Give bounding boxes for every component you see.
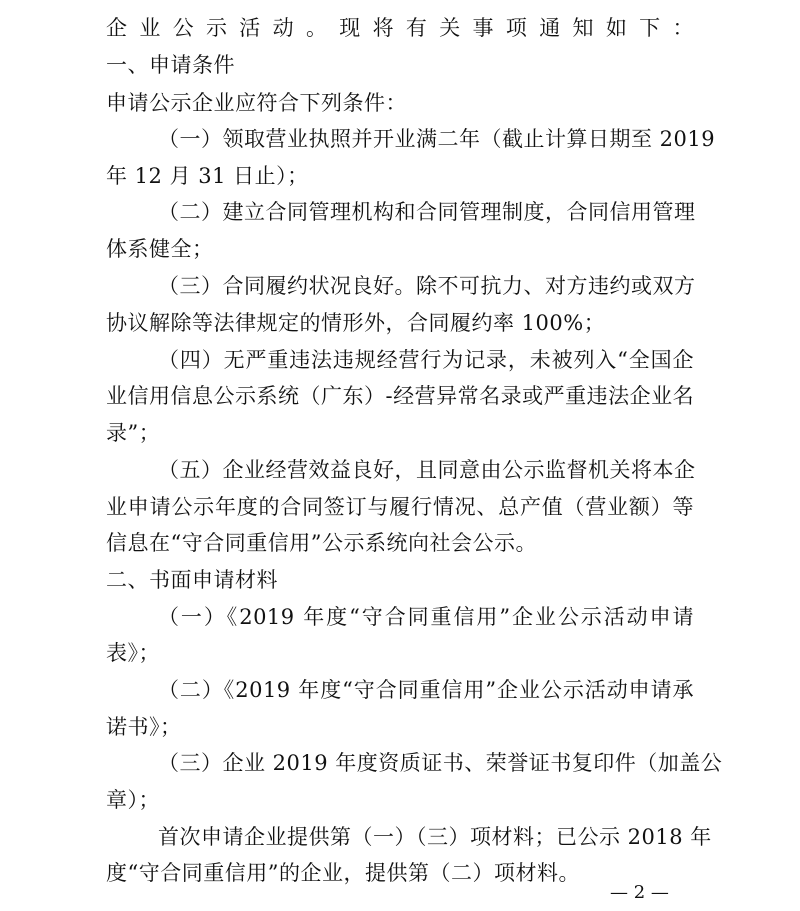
condition-1-line-2: 年 12 月 31 日止）； [106, 164, 309, 188]
condition-4-line-3: 录”； [106, 421, 161, 445]
section-heading-2: 二、书面申请材料 [106, 568, 278, 592]
text-line-3: 申请公示企业应符合下列条件： [106, 91, 407, 115]
condition-2-line-2: 体系健全； [106, 237, 214, 261]
material-1-line-2: 表》； [106, 641, 160, 665]
material-2-line-2: 诺书》； [106, 715, 182, 739]
condition-3-line-1: （三）合同履约状况良好。除不可抗力、对方违约或双方 [158, 274, 696, 298]
page-number: — 2 — [610, 882, 669, 903]
materials-note-line-1: 首次申请企业提供第（一）（三）项材料；已公示 2018 年 [158, 825, 712, 849]
material-2-line-1: （二）《2019 年度“守合同重信用”企业公示活动申请承 [158, 678, 694, 702]
condition-4-line-2: 业信用信息公示系统（广东）-经营异常名录或严重违法企业名 [106, 384, 695, 408]
condition-3-line-2: 协议解除等法律规定的情形外，合同履约率 100%； [106, 311, 606, 335]
section-heading-1: 一、申请条件 [106, 53, 235, 77]
text-line-1: 企业公示活动。现将有关事项通知如下： [106, 16, 694, 40]
materials-note-line-2: 度“守合同重信用”的企业，提供第（二）项材料。 [106, 861, 580, 885]
material-3-line-2: 章）； [106, 788, 160, 812]
condition-4-line-1: （四）无严重违法违规经营行为记录，未被列入“全国企 [158, 348, 694, 372]
condition-5-line-1: （五）企业经营效益良好，且同意由公示监督机关将本企 [158, 458, 696, 482]
material-3-line-1: （三）企业 2019 年度资质证书、荣誉证书复印件（加盖公 [158, 751, 723, 775]
condition-5-line-2: 业申请公示年度的合同签订与履行情况、总产值（营业额）等 [106, 495, 694, 519]
material-1-line-1: （一）《2019 年度“守合同重信用”企业公示活动申请 [158, 605, 694, 629]
condition-1-line-1: （一）领取营业执照并开业满二年（截止计算日期至 2019 [158, 127, 716, 151]
condition-5-line-3: 信息在“守合同重信用”公示系统向社会公示。 [106, 531, 537, 555]
condition-2-line-1: （二）建立合同管理机构和合同管理制度，合同信用管理 [158, 200, 696, 224]
